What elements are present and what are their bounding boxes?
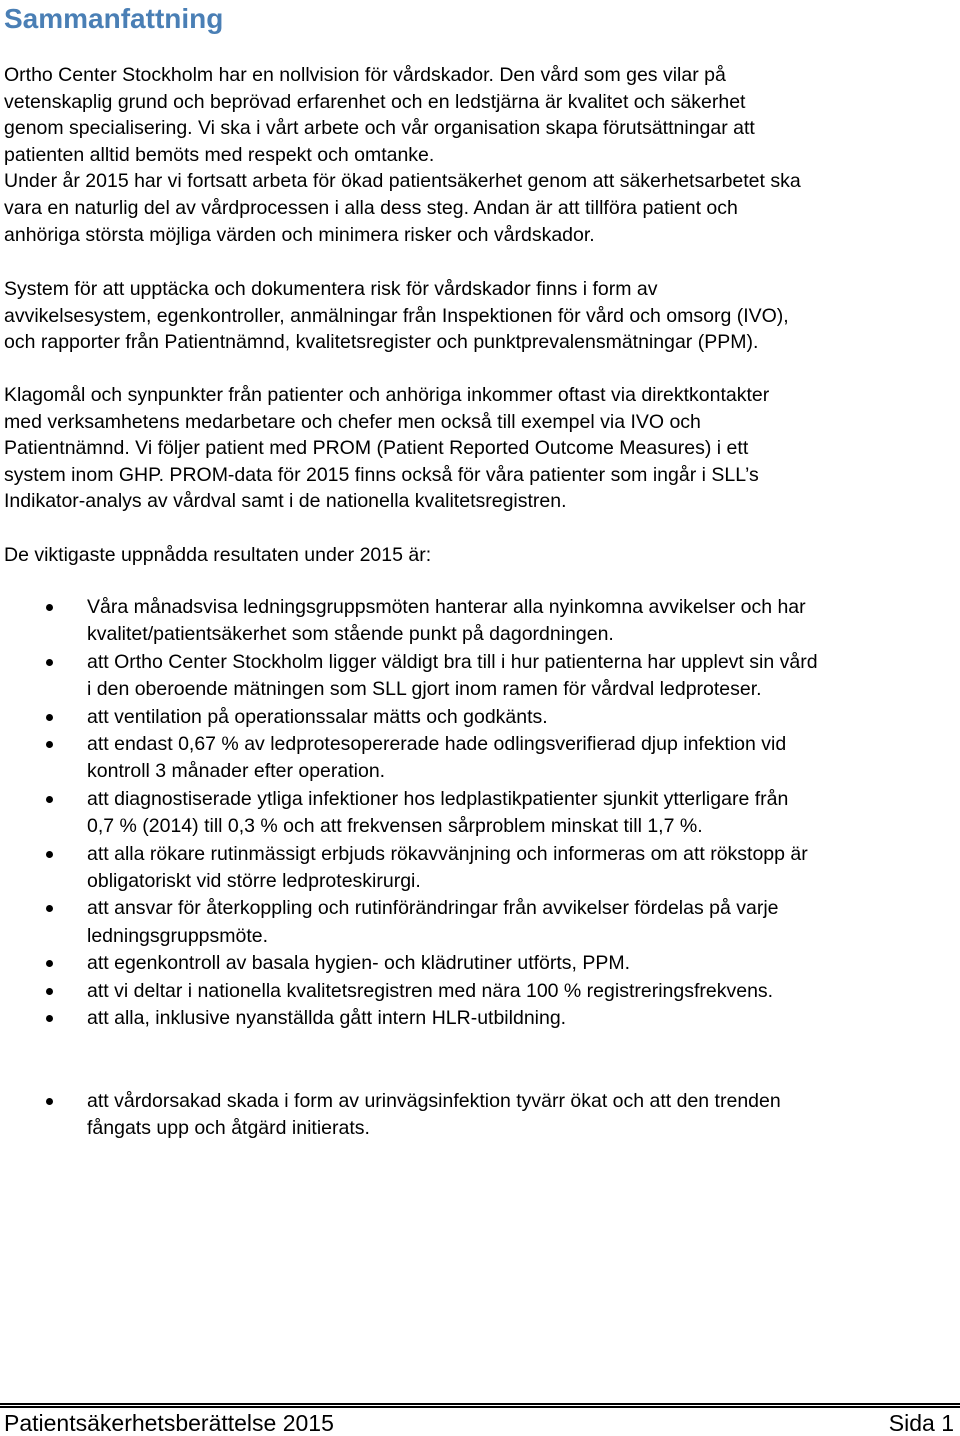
result-item-line: att Ortho Center Stockholm ligger väldigt bra till i hur patienterna har upplevt sin vård <box>87 650 818 673</box>
result-item-line: att vårdorsakad skada i form av urinvägsinfektion tyvärr ökat och att den trenden <box>87 1090 781 1112</box>
paragraph-line: De viktigaste uppnådda resultaten under 2015 är: <box>4 544 432 566</box>
result-item <box>0 1088 960 1143</box>
result-item-line: att vi deltar i nationella kvalitetsregistren med nära 100 % registreringsfrekvens. <box>87 979 774 1002</box>
result-item-line: kontroll 3 månader efter operation. <box>87 760 386 783</box>
bullet-icon <box>46 659 53 666</box>
result-item <box>0 1005 960 1032</box>
bullet-icon <box>46 604 53 611</box>
results-intro-paragraph <box>4 542 954 569</box>
result-item-line: att ventilation på operationssalar mätts och godkänts. <box>87 705 548 728</box>
result-item-line: obligatoriskt vid större ledproteskirurgi. <box>87 870 421 893</box>
result-item-line: att endast 0,67 % av ledprotesopererade hade odlingsverifierad djup infektion vid <box>87 733 787 756</box>
paragraph-line: Patientnämnd. Vi följer patient med PROM (Patient Reported Outcome Measures) i ett <box>4 437 749 460</box>
bullet-icon <box>46 905 53 912</box>
intro-paragraph <box>4 62 954 248</box>
paragraph-line: med verksamhetens medarbetare och chefer men också till exempel via IVO och <box>4 410 701 433</box>
bullet-icon <box>46 988 53 995</box>
result-item-line: att ansvar för återkoppling och rutinförändringar från avvikelser fördelas på varje <box>87 897 779 920</box>
section-heading: Sammanfattning <box>4 3 224 34</box>
result-item <box>0 841 960 896</box>
bullet-icon <box>46 714 53 721</box>
footer-title: Patientsäkerhetsberättelse 2015 <box>4 1410 334 1436</box>
results-list <box>0 594 960 1033</box>
paragraph-line: vara en naturlig del av vårdprocessen i alla dess steg. Andan är att tillföra patient och <box>4 196 738 219</box>
paragraph-line: genom specialisering. Vi ska i vårt arbete och vår organisation skapa förutsättningar att <box>4 117 755 140</box>
result-item <box>0 731 960 786</box>
risk-detection-paragraph <box>4 276 954 356</box>
result-item-line: Våra månadsvisa ledningsgruppsmöten hanterar alla nyinkomna avvikelser och har <box>87 596 806 618</box>
bullet-icon <box>46 741 53 748</box>
page-number: Sida 1 <box>888 1410 954 1436</box>
paragraph-line: och rapporter från Patientnämnd, kvalitetsregister och punktprevalensmätningar (PPM). <box>4 331 759 354</box>
result-item-line: att egenkontroll av basala hygien- och klädrutiner utförts, PPM. <box>87 952 631 975</box>
paragraph-line: Under år 2015 har vi fortsatt arbeta för ökad patientsäkerhet genom att säkerhetsarbetet ska <box>4 170 801 193</box>
result-item <box>0 950 960 977</box>
footer-divider <box>0 1403 960 1405</box>
paragraph-line: Ortho Center Stockholm har en nollvision för vårdskador. Den vård som ges vilar på <box>4 64 726 86</box>
bullet-icon <box>46 1098 53 1105</box>
result-item-line: att diagnostiserade ytliga infektioner hos ledplastikpatienter sjunkit ytterligare från <box>87 787 789 810</box>
result-item-line: att alla, inklusive nyanställda gått intern HLR-utbildning. <box>87 1007 567 1030</box>
bullet-icon <box>46 1015 53 1022</box>
result-item-line: kvalitet/patientsäkerhet som stående punkt på dagordningen. <box>87 623 614 646</box>
bullet-icon <box>46 851 53 858</box>
bullet-icon <box>46 960 53 967</box>
bullet-icon <box>46 796 53 803</box>
result-item-line: ledningsgruppsmöte. <box>87 924 269 947</box>
paragraph-line: Indikator-analys av vårdval samt i de nationella kvalitetsregistren. <box>4 490 567 513</box>
paragraph-line: anhöriga största möjliga värden och minimera risker och vårdskador. <box>4 223 595 246</box>
paragraph-line: Klagomål och synpunkter från patienter och anhöriga inkommer oftast via direktkontakter <box>4 384 770 406</box>
result-item-line: fångats upp och åtgärd initierats. <box>87 1117 370 1140</box>
result-item <box>0 704 960 731</box>
extra-results-list <box>0 1088 960 1143</box>
result-item <box>0 978 960 1005</box>
paragraph-line: system inom GHP. PROM-data för 2015 finns också för våra patienter som ingår i SLL’s <box>4 463 759 486</box>
complaints-paragraph <box>4 382 954 515</box>
result-item-line: i den oberoende mätningen som SLL gjort inom ramen för vårdval ledproteser. <box>87 678 762 701</box>
result-item <box>0 895 960 950</box>
result-item <box>0 786 960 841</box>
result-item <box>0 594 960 649</box>
paragraph-line: System för att upptäcka och dokumentera risk för vårdskador finns i form av <box>4 278 658 300</box>
result-item <box>0 649 960 704</box>
result-item-line: 0,7 % (2014) till 0,3 % och att frekvensen sårproblem minskat till 1,7 %. <box>87 815 703 838</box>
paragraph-line: avvikelsesystem, egenkontroller, anmälningar från Inspektionen för vård och omsorg (IVO), <box>4 304 789 327</box>
paragraph-line: vetenskaplig grund och beprövad erfarenhet och en ledstjärna är kvalitet och säkerhet <box>4 90 746 113</box>
result-item-line: att alla rökare rutinmässigt erbjuds rökavvänjning och informeras om att rökstopp är <box>87 842 808 865</box>
paragraph-line: patienten alltid bemöts med respekt och omtanke. <box>4 143 435 166</box>
